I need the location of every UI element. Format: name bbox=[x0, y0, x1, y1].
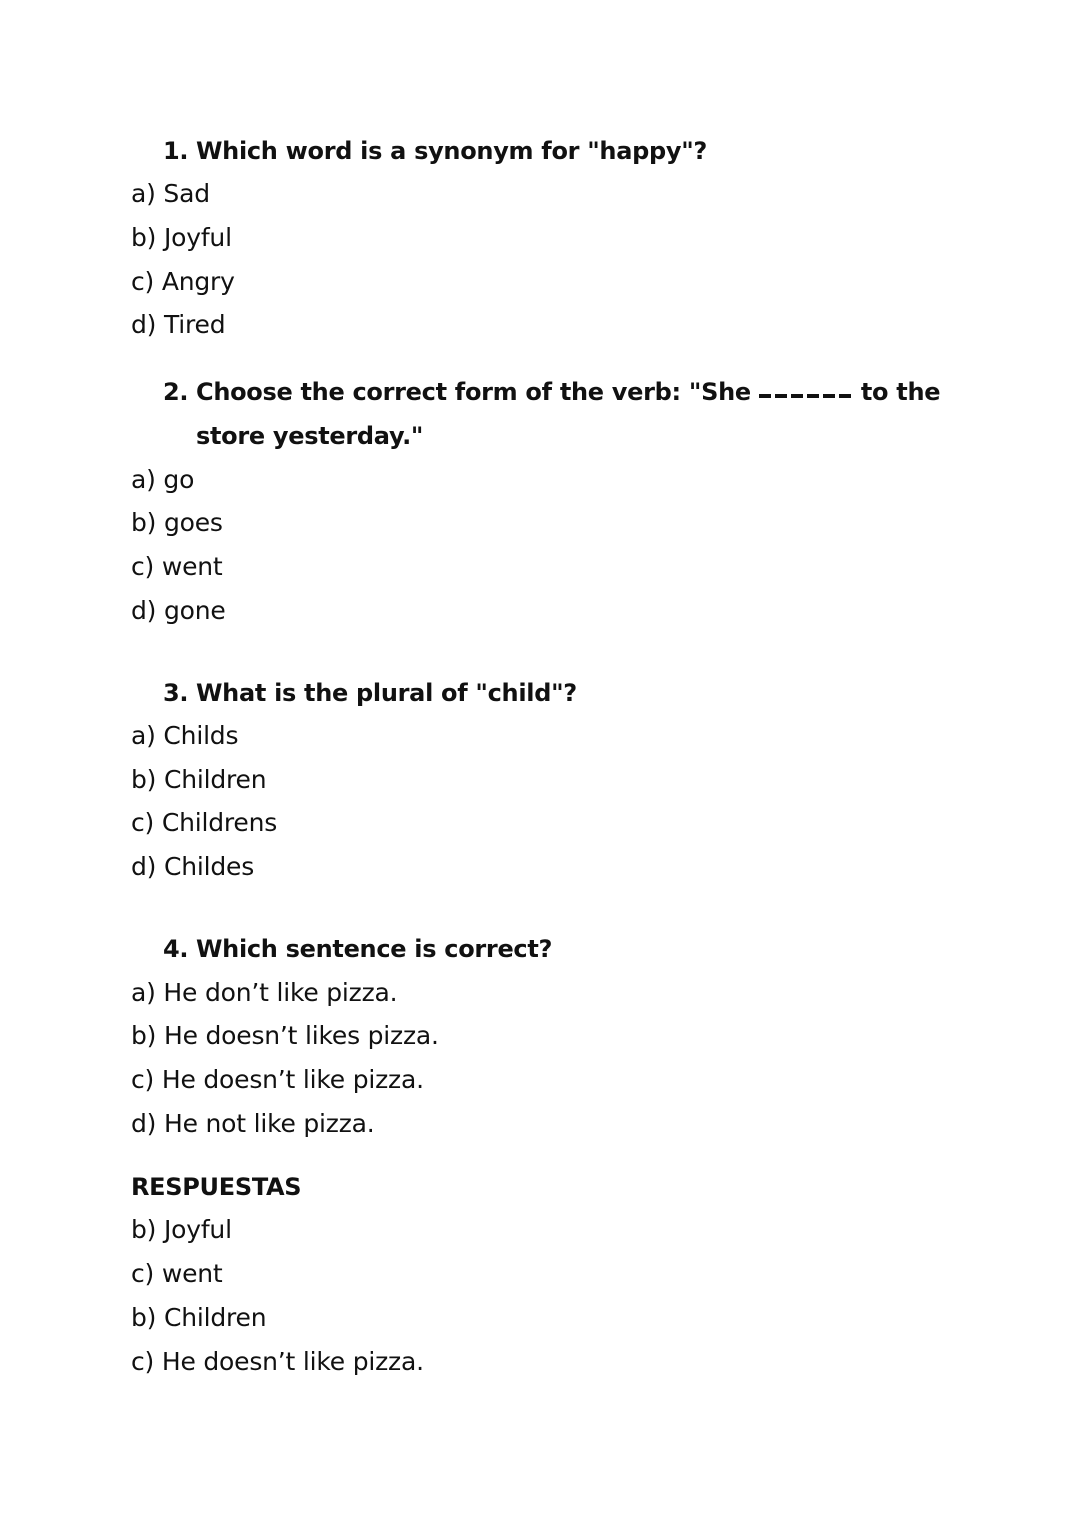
question-number: 4. bbox=[163, 935, 189, 963]
question-text-after-blank: to the bbox=[860, 378, 941, 406]
question-2-continuation: store yesterday." bbox=[196, 422, 424, 450]
question-3-prompt bbox=[163, 678, 577, 708]
option-c: c) went bbox=[131, 552, 223, 581]
option-c: c) Angry bbox=[131, 267, 235, 296]
option-a: a) He don’t like pizza. bbox=[131, 978, 398, 1007]
option-d: d) gone bbox=[131, 596, 226, 625]
question-number: 3. bbox=[163, 679, 189, 707]
answer-1: b) Joyful bbox=[131, 1215, 232, 1244]
option-d: d) Tired bbox=[131, 310, 226, 339]
option-a: a) Sad bbox=[131, 179, 210, 208]
answer-4: c) He doesn’t like pizza. bbox=[131, 1347, 424, 1376]
fill-in-blank bbox=[759, 394, 853, 398]
option-c: c) He doesn’t like pizza. bbox=[131, 1065, 424, 1094]
question-number: 2. bbox=[163, 378, 189, 406]
option-b: b) goes bbox=[131, 508, 223, 537]
option-b: b) Joyful bbox=[131, 223, 232, 252]
answer-3: b) Children bbox=[131, 1303, 267, 1332]
option-a: a) go bbox=[131, 465, 195, 494]
option-d: d) Childes bbox=[131, 852, 255, 881]
question-4-prompt bbox=[163, 934, 552, 964]
option-a: a) Childs bbox=[131, 721, 239, 750]
option-b: b) He doesn’t likes pizza. bbox=[131, 1021, 439, 1050]
question-text: What is the plural of "child"? bbox=[196, 679, 577, 707]
option-c: c) Childrens bbox=[131, 808, 278, 837]
question-1-prompt bbox=[163, 136, 707, 166]
question-text: Which word is a synonym for "happy"? bbox=[196, 137, 708, 165]
option-d: d) He not like pizza. bbox=[131, 1109, 375, 1138]
question-2-prompt bbox=[163, 377, 940, 407]
question-number: 1. bbox=[163, 137, 189, 165]
option-b: b) Children bbox=[131, 765, 267, 794]
question-text: Choose the correct form of the verb: "She bbox=[196, 378, 751, 406]
answers-heading: RESPUESTAS bbox=[131, 1173, 302, 1201]
answer-2: c) went bbox=[131, 1259, 223, 1288]
question-text: Which sentence is correct? bbox=[196, 935, 553, 963]
